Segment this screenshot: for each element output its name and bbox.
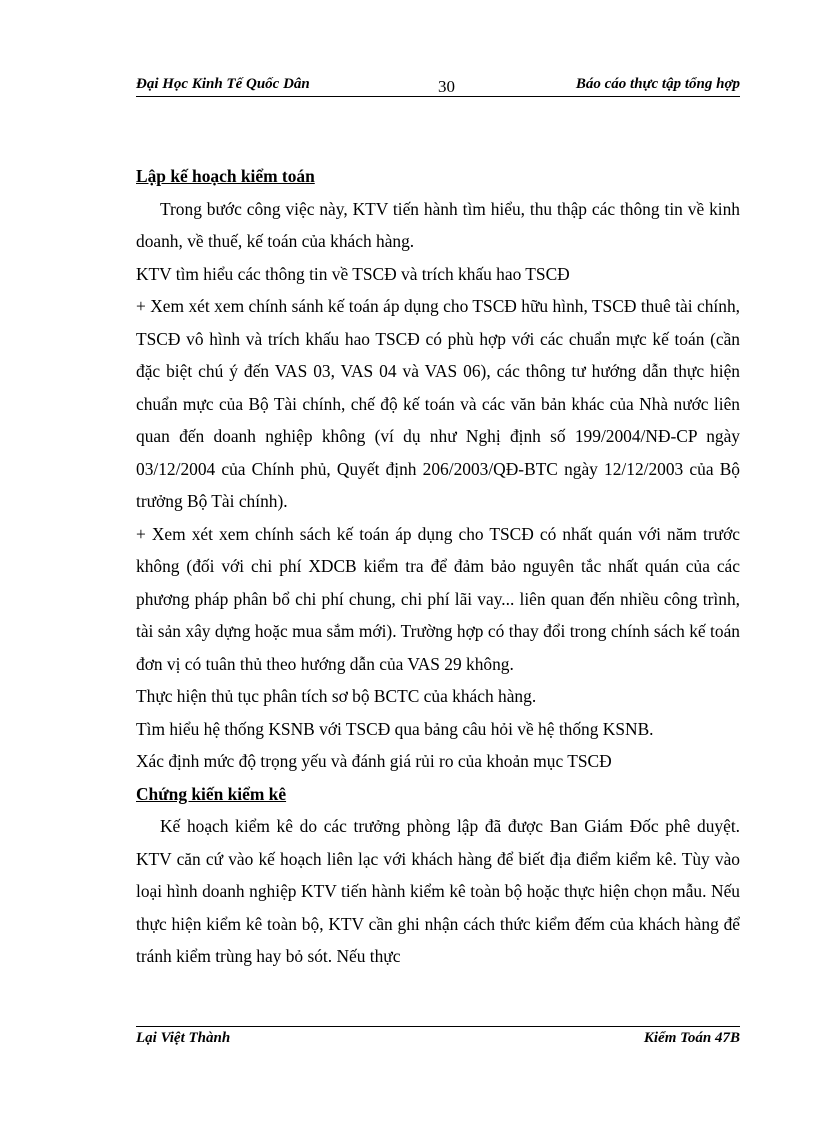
section-heading-inventory: Chứng kiến kiểm kê bbox=[136, 783, 287, 804]
header-report-title: Báo cáo thực tập tổng hợp bbox=[575, 76, 740, 92]
paragraph: + Xem xét xem chính sánh kế toán áp dụng cho TSCĐ hữu hình, TSCĐ thuê tài chính, TSCĐ vô hình và trích khấu hao TSCĐ có phù hợp với các chuẩn mực kế toán (cần đặc biệt chú ý đến VAS 03, VAS 04 và VAS 06), các thông tư hướng dẫn thực hiện chuẩn mực của Bộ Tài chính, chế độ kế toán và các văn bản khác của Nhà nước liên quan đến doanh nghiệp không (ví dụ như Nghị định số 199/2004/NĐ-CP ngày 03/12/2004 của Chính phủ, Quyết định 206/2003/QĐ-BTC ngày 12/12/2003 của Bộ trưởng Bộ Tài chính). bbox=[136, 296, 740, 511]
paragraph: + Xem xét xem chính sách kế toán áp dụng cho TSCĐ có nhất quán với năm trước không (đối với chi phí XDCB kiểm tra để đảm bảo nguyên tắc nhất quán của các phương pháp phân bổ chi phí chung, chi phí lãi vay... liên quan đến nhiều công trình, tài sản xây dựng hoặc mua sắm mới). Trường hợp có thay đổi trong chính sách kế toán đơn vị có tuân thủ theo hướng dẫn của VAS 29 không. bbox=[136, 523, 740, 674]
document-body bbox=[136, 160, 740, 973]
paragraph: Thực hiện thủ tục phân tích sơ bộ BCTC của khách hàng. bbox=[136, 686, 537, 706]
footer-class: Kiểm Toán 47B bbox=[643, 1030, 740, 1046]
header-university: Đại Học Kinh Tế Quốc Dân bbox=[136, 76, 310, 92]
page-number: 30 bbox=[438, 77, 455, 96]
paragraph: Kế hoạch kiểm kê do các trưởng phòng lập đã được Ban Giám Đốc phê duyệt. KTV căn cứ vào kế hoạch liên lạc với khách hàng để biết địa điểm kiểm kê. Tùy vào loại hình doanh nghiệp KTV tiến hành kiểm kê toàn bộ hoặc thực hiện chọn mẫu. Nếu thực hiện kiểm kê toàn bộ, KTV cần ghi nhận cách thức kiểm đếm của khách hàng để tránh kiểm trùng hay bỏ sót. Nếu thực bbox=[136, 816, 740, 966]
page-header bbox=[136, 74, 740, 97]
paragraph: Trong bước công việc này, KTV tiến hành tìm hiểu, thu thập các thông tin về kinh doanh, về thuế, kế toán của khách hàng. bbox=[136, 198, 740, 251]
paragraph: Tìm hiểu hệ thống KSNB với TSCĐ qua bảng câu hỏi về hệ thống KSNB. bbox=[136, 718, 654, 739]
section-heading-audit-plan: Lập kế hoạch kiểm toán bbox=[136, 166, 315, 186]
paragraph: KTV tìm hiểu các thông tin về TSCĐ và trích khấu hao TSCĐ bbox=[136, 263, 570, 284]
page-footer bbox=[136, 1026, 740, 1049]
paragraph: Xác định mức độ trọng yếu và đánh giá rủi ro của khoản mục TSCĐ bbox=[136, 751, 612, 771]
footer-author: Lại Việt Thành bbox=[136, 1030, 231, 1046]
